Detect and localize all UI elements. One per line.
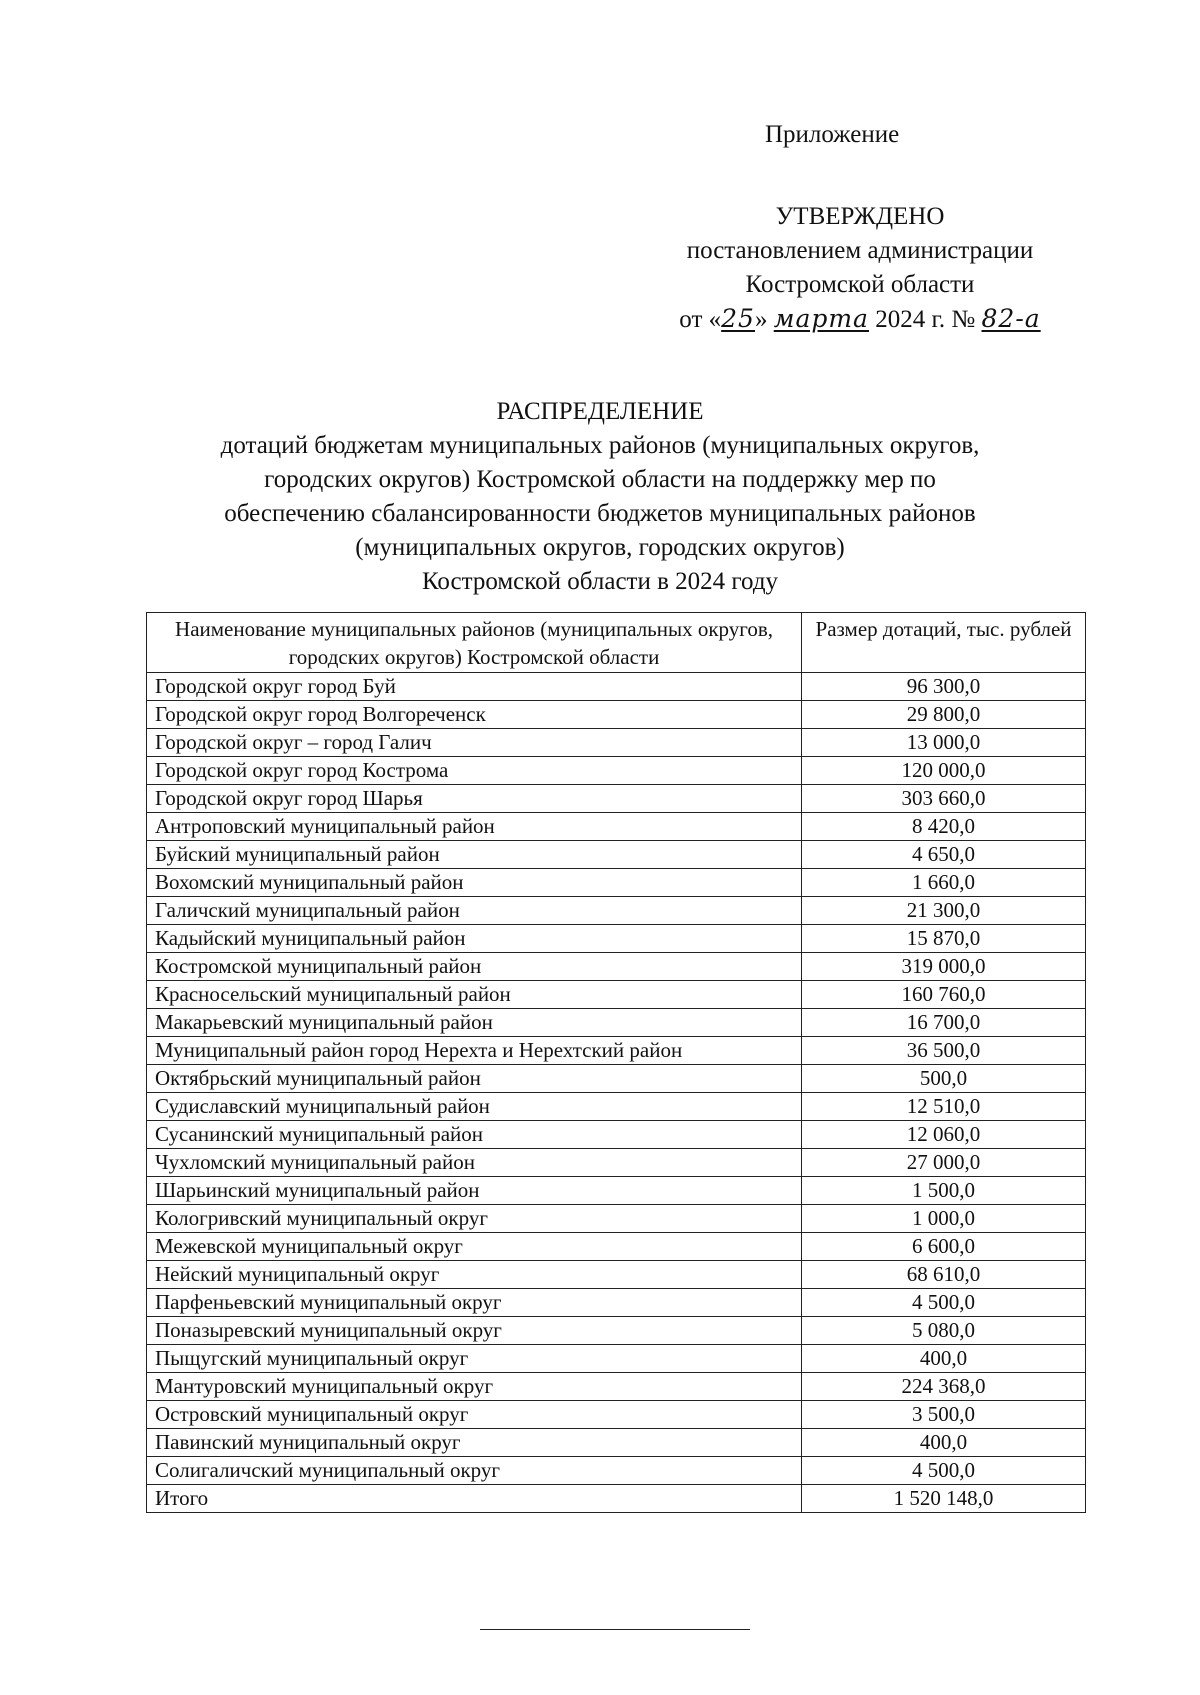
table-row <box>147 1401 1086 1429</box>
header-value: Размер дотаций, тыс. рублей <box>802 613 1086 673</box>
date-prefix: от « <box>679 306 722 333</box>
row-name: Парфеньевский муниципальный округ <box>147 1289 802 1317</box>
row-name: Мантуровский муниципальный округ <box>147 1373 802 1401</box>
row-value: 16 700,0 <box>802 1009 1086 1037</box>
approval-stamp <box>600 200 1120 337</box>
table-row <box>147 1037 1086 1065</box>
row-name: Судиславский муниципальный район <box>147 1093 802 1121</box>
date-suffix: 2024 г. № <box>868 306 982 333</box>
date-mid: » <box>754 306 774 333</box>
row-name: Поназыревский муниципальный округ <box>147 1317 802 1345</box>
row-name: Межевской муниципальный округ <box>147 1233 802 1261</box>
table-row <box>147 1065 1086 1093</box>
row-value: 224 368,0 <box>802 1373 1086 1401</box>
row-name: Муниципальный район город Нерехта и Нерехтский район <box>147 1037 802 1065</box>
table-row <box>147 1289 1086 1317</box>
table-row <box>147 1373 1086 1401</box>
row-name: Чухломский муниципальный район <box>147 1149 802 1177</box>
row-name: Солигаличский муниципальный округ <box>147 1457 802 1485</box>
row-value: 400,0 <box>802 1429 1086 1457</box>
row-name: Павинский муниципальный округ <box>147 1429 802 1457</box>
header-name: Наименование муниципальных районов (муниципальных округов, городских округов) Костромской области <box>147 613 802 673</box>
row-name: Пыщугский муниципальный округ <box>147 1345 802 1373</box>
row-value: 303 660,0 <box>802 785 1086 813</box>
row-value: 5 080,0 <box>802 1317 1086 1345</box>
table-row <box>147 1149 1086 1177</box>
row-value: 96 300,0 <box>802 673 1086 701</box>
table-row <box>147 813 1086 841</box>
table-row <box>147 1233 1086 1261</box>
row-value: 1 660,0 <box>802 869 1086 897</box>
row-name: Шарьинский муниципальный район <box>147 1177 802 1205</box>
row-value: 15 870,0 <box>802 925 1086 953</box>
table-row <box>147 1093 1086 1121</box>
table-row <box>147 841 1086 869</box>
table-row <box>147 1177 1086 1205</box>
row-name: Кадыйский муниципальный район <box>147 925 802 953</box>
row-name: Антроповский муниципальный район <box>147 813 802 841</box>
row-value: 8 420,0 <box>802 813 1086 841</box>
row-value: 12 510,0 <box>802 1093 1086 1121</box>
row-value: 500,0 <box>802 1065 1086 1093</box>
row-name: Городской округ город Кострома <box>147 757 802 785</box>
row-value: 160 760,0 <box>802 981 1086 1009</box>
row-name: Галичский муниципальный район <box>147 897 802 925</box>
row-value: 3 500,0 <box>802 1401 1086 1429</box>
row-value: 319 000,0 <box>802 953 1086 981</box>
annex-label: Приложение <box>765 121 900 148</box>
row-name: Итого <box>147 1485 802 1513</box>
table-header-row <box>147 613 1086 673</box>
approval-date-line <box>600 302 1120 337</box>
row-name: Вохомский муниципальный район <box>147 869 802 897</box>
table-row <box>147 925 1086 953</box>
row-name: Кологривский муниципальный округ <box>147 1205 802 1233</box>
row-value: 120 000,0 <box>802 757 1086 785</box>
table-row <box>147 869 1086 897</box>
table-row <box>147 1121 1086 1149</box>
row-value: 6 600,0 <box>802 1233 1086 1261</box>
row-name: Буйский муниципальный район <box>147 841 802 869</box>
table-row <box>147 1317 1086 1345</box>
row-value: 27 000,0 <box>802 1149 1086 1177</box>
row-value: 1 500,0 <box>802 1177 1086 1205</box>
row-value: 12 060,0 <box>802 1121 1086 1149</box>
row-name: Красносельский муниципальный район <box>147 981 802 1009</box>
row-value: 4 500,0 <box>802 1289 1086 1317</box>
table-row <box>147 897 1086 925</box>
handwritten-month: марта <box>773 304 869 333</box>
table-row <box>147 1205 1086 1233</box>
approval-line-1: постановлением администрации <box>686 237 1034 264</box>
row-value: 21 300,0 <box>802 897 1086 925</box>
table-row <box>147 757 1086 785</box>
row-value: 68 610,0 <box>802 1261 1086 1289</box>
table-body <box>147 673 1086 1513</box>
handwritten-number: 82-а <box>981 304 1041 333</box>
table-row <box>147 673 1086 701</box>
table-row <box>147 1457 1086 1485</box>
row-value: 13 000,0 <box>802 729 1086 757</box>
footer-divider <box>480 1629 750 1630</box>
approval-line-2: Костромской области <box>745 271 975 298</box>
row-name: Костромской муниципальный район <box>147 953 802 981</box>
row-value: 1 000,0 <box>802 1205 1086 1233</box>
handwritten-day: 25 <box>721 304 755 333</box>
title-subtitle: дотаций бюджетам муниципальных районов (муниципальных округов, городских округов) Костромской области на поддержку мер по обеспечению сбалансированности бюджетов муниципальных районов (муниципальных округов, городских округов) Костромской области в 2024 году <box>220 432 980 595</box>
row-name: Нейский муниципальный округ <box>147 1261 802 1289</box>
allocation-table <box>146 612 1086 1513</box>
row-value: 4 650,0 <box>802 841 1086 869</box>
table-row <box>147 1261 1086 1289</box>
row-value: 4 500,0 <box>802 1457 1086 1485</box>
approved-label: УТВЕРЖДЕНО <box>775 203 945 230</box>
title-heading: РАСПРЕДЕЛЕНИЕ <box>496 398 704 425</box>
table-row <box>147 1009 1086 1037</box>
row-name: Городской округ город Шарья <box>147 785 802 813</box>
row-name: Городской округ город Буй <box>147 673 802 701</box>
row-name: Макарьевский муниципальный район <box>147 1009 802 1037</box>
row-name: Городской округ – город Галич <box>147 729 802 757</box>
table-row <box>147 953 1086 981</box>
total-row <box>147 1485 1086 1513</box>
table-row <box>147 981 1086 1009</box>
row-value: 400,0 <box>802 1345 1086 1373</box>
row-name: Островский муниципальный округ <box>147 1401 802 1429</box>
table-row <box>147 701 1086 729</box>
row-value: 1 520 148,0 <box>802 1485 1086 1513</box>
row-name: Городской округ город Волгореченск <box>147 701 802 729</box>
document-title <box>130 395 1070 599</box>
row-value: 36 500,0 <box>802 1037 1086 1065</box>
table-row <box>147 1345 1086 1373</box>
row-value: 29 800,0 <box>802 701 1086 729</box>
table-row <box>147 1429 1086 1457</box>
table-row <box>147 729 1086 757</box>
row-name: Октябрьский муниципальный район <box>147 1065 802 1093</box>
row-name: Сусанинский муниципальный район <box>147 1121 802 1149</box>
table-row <box>147 785 1086 813</box>
